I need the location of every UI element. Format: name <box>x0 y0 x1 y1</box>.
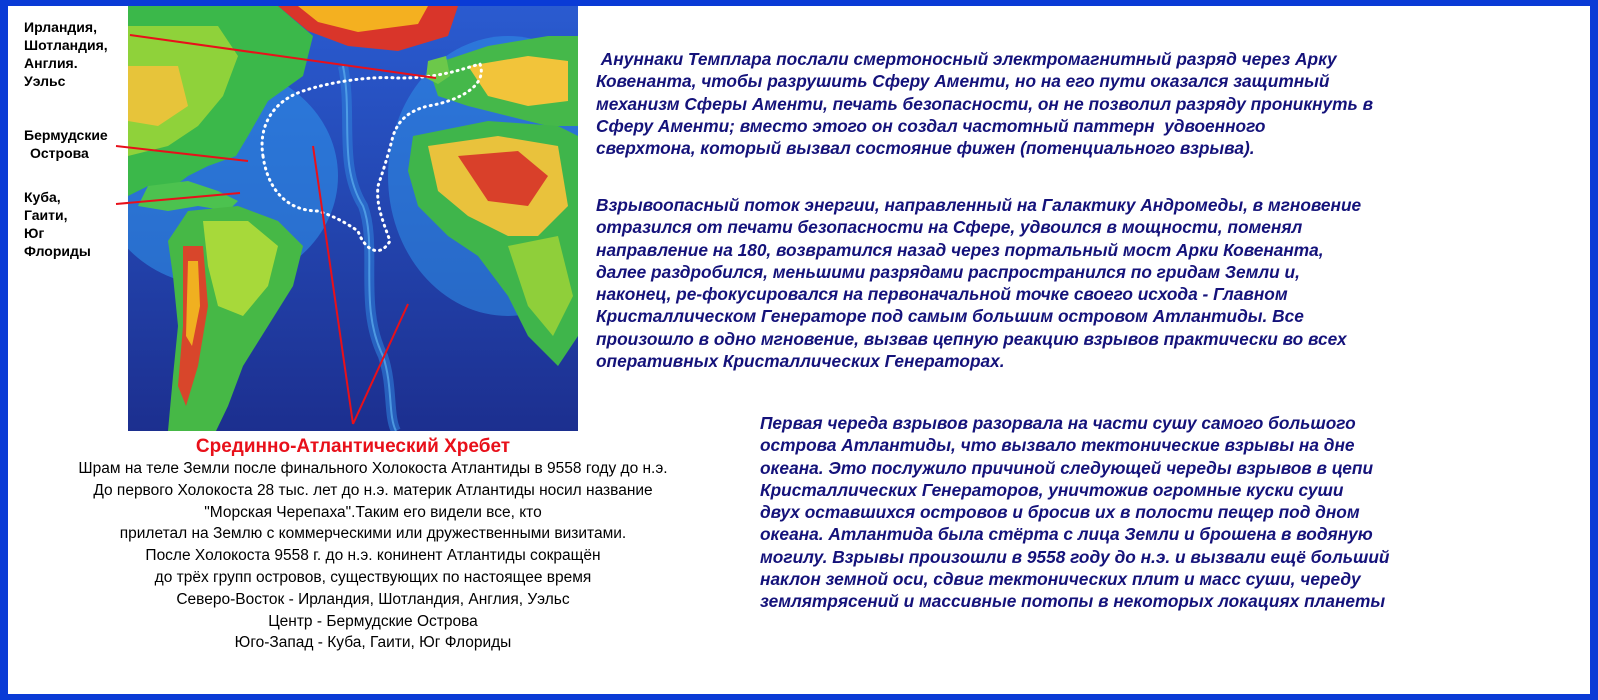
ridge-title: Срединно-Атлантический Хребет <box>195 436 511 457</box>
caption-line: Шрам на теле Земли после финального Холокоста Атлантиды в 9558 году до н.э. <box>78 460 668 477</box>
paragraph-line: Первая череда взрывов разорвала на части сушу самого большого <box>760 413 1356 433</box>
caption-line: до трёх групп островов, существующих по настоящее время <box>154 568 592 586</box>
paragraph-line: острова Атлантиды, что вызвало тектонические взрывы на дне <box>760 435 1355 456</box>
label-line: Ирландия, <box>24 19 97 35</box>
label-line: Шотландия, <box>24 37 108 53</box>
caption-line: После Холокоста 9558 г. до н.э. конинент Атлантиды сокращён <box>145 547 601 565</box>
label-northeast-group <box>24 18 108 90</box>
label-line: Уэльс <box>24 73 66 89</box>
paragraph-line: далее раздробился, меньшими разрядами распространился по гридам Земли и, <box>596 261 1300 282</box>
label-line: Англия. <box>24 55 78 71</box>
paragraph-line: оперативных Кристаллических Генераторах. <box>596 351 1005 372</box>
label-line: Бермудские <box>24 127 108 143</box>
label-line: Юг Флориды <box>24 225 91 259</box>
caption-line: Центр - Бермудские Острова <box>268 612 478 630</box>
paragraph-line: механизм Сферы Аменти, печать безопасности, он не позволил разряду проникнуть в <box>596 93 1374 114</box>
paragraph-line: Ковенанта, чтобы разрушить Сферу Аменти, но на его пути оказался защитный <box>596 71 1330 92</box>
paragraph-line: наконец, ре-фокусировался на первоначальной точке своего исхода - Главном <box>596 284 1288 305</box>
caption-line: "Морская Черепаха".Таким его видели все, кто <box>204 503 542 521</box>
paragraph-line: Кристаллическом Генераторе под самым большим островом Атлантиды. Все <box>596 306 1304 327</box>
paragraph-line: могилу. Взрывы произошли в 9558 году до н.э. и вызвали ещё больший <box>760 546 1390 567</box>
caption-line: прилетал на Землю с коммерческими или дружественными визитами. <box>119 525 627 543</box>
label-line: Куба, Гаити, <box>24 189 68 223</box>
label-center-group <box>24 126 108 162</box>
paragraph-explosions <box>760 412 1389 613</box>
caption-line: Северо-Восток - Ирландия, Шотландия, Англия, Уэльс <box>176 590 570 608</box>
caption-line: Юго-Запад - Куба, Гаити, Юг Флориды <box>234 634 512 652</box>
map-caption <box>18 458 728 654</box>
label-line: Острова <box>30 145 89 161</box>
paragraph-line: сверхтона, который вызвал состояние фижен (потенциального взрыва). <box>596 138 1255 159</box>
paragraph-energy-flow <box>596 194 1361 372</box>
paragraph-line: Ануннаки Темплара послали смертоносный электромагнитный разряд через Арку <box>596 49 1337 69</box>
label-southwest-group <box>24 188 91 260</box>
caption-line: До первого Холокоста 28 тыс. лет до н.э. материк Атлантиды носил название <box>93 481 653 499</box>
paragraph-line: произошло в одно мгновение, вызвав цепную реакцию взрывов практически во всех <box>596 328 1347 349</box>
paragraph-line: направление на 180, возвратился назад через портальный мост Арки Ковенанта, <box>596 239 1324 260</box>
paragraph-anunnaki-discharge <box>596 48 1373 159</box>
paragraph-line: двух оставшихся островов и бросив их в полости пещер под дном <box>760 502 1360 523</box>
paragraph-line: наклон земной оси, сдвиг тектонических плит и масс суши, череду <box>760 569 1361 590</box>
paragraph-line: Сферу Аменти; вместо этого он создал частотный паттерн удвоенного <box>596 115 1266 136</box>
paragraph-line: океана. Это послужило причиной следующей череды взрывов в цепи <box>760 457 1374 478</box>
paragraph-line: океана. Атлантида была стёрта с лица Земли и брошена в водяную <box>760 524 1373 545</box>
atlantic-relief-map <box>128 6 578 431</box>
paragraph-line: Взрывоопасный поток энергии, направленный на Галактику Андромеды, в мгновение <box>596 195 1362 215</box>
paragraph-line: землятрясений и массивные потопы в некоторых локациях планеты <box>760 591 1386 612</box>
page-frame <box>8 6 1590 694</box>
paragraph-line: отразился от печати безопасности на Сфере, удвоился в мощности, поменял <box>596 217 1303 238</box>
paragraph-line: Кристаллических Генераторов, уничтожив огромные куски суши <box>760 479 1344 500</box>
